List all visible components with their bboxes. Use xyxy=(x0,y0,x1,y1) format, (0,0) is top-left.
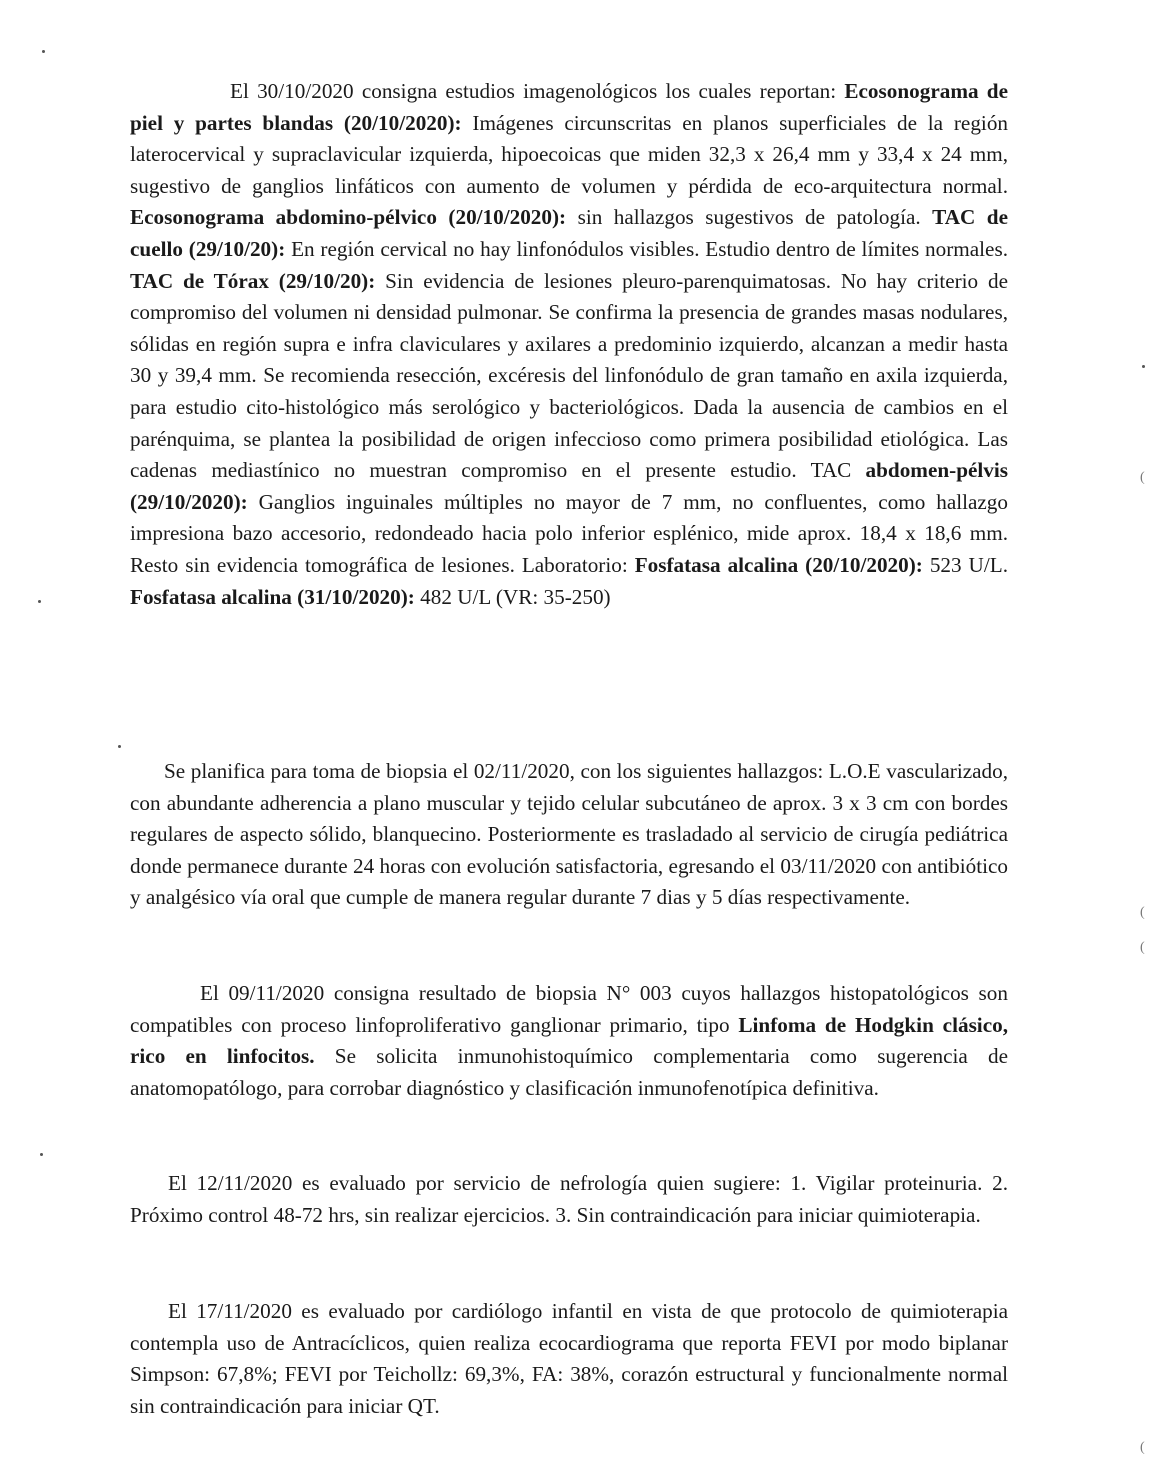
paragraph-biopsy-planning xyxy=(130,756,1008,914)
bold-text-segment: Fosfatasa alcalina (20/10/2020): xyxy=(634,552,923,577)
bold-text-segment: abdomen-pélvis (29/10/2020): xyxy=(130,458,1008,514)
text-segment: sin hallazgos sugestivos de patología. xyxy=(566,205,933,230)
scan-speck xyxy=(40,1153,43,1156)
text-segment: Ganglios inguinales múltiples no mayor de 7 mm, no confluentes, como hallazgo impresiona bazo accesorio, redondeado hacia polo inferior esplénico, mide aprox. 18,4 x 18,6 mm. Resto sin evidencia tomográfica de lesiones. Laboratorio: xyxy=(130,489,1008,577)
bold-text-segment: Ecosonograma de piel y partes blandas (20/10/2020): xyxy=(130,79,1008,135)
text-segment: Imágenes circunscritas en planos superficiales de la región laterocervical y supraclavicular izquierda, hipoecoicas que miden 32,3 x 26,4 mm y 33,4 x 24 mm, sugestivo de ganglios linfáticos con aumento de volumen y pérdida de eco-arquitectura normal. xyxy=(130,110,1009,198)
bold-text-segment: TAC de cuello (29/10/20): xyxy=(130,205,1008,261)
text-segment: Se solicita inmunohistoquímico complementaria como sugerencia de anatomopatólogo, para corrobar diagnóstico y clasificación inmunofenotípica definitiva. xyxy=(130,1044,1008,1100)
bold-text-segment: Linfoma de Hodgkin clásico, rico en linfocitos. xyxy=(130,1012,1008,1069)
bold-text-segment: Ecosonograma abdomino-pélvico (20/10/2020): xyxy=(130,205,567,230)
text-segment: El 12/11/2020 es evaluado por servicio de nefrología quien sugiere: 1. Vigilar proteinuria. 2. Próximo control 48-72 hrs, sin realizar ejercicios. 3. Sin contraindicación para iniciar quimioterapia. xyxy=(130,1171,1008,1227)
text-segment: Sin evidencia de lesiones pleuro-parenquimatosas. No hay criterio de compromiso del volumen ni densidad pulmonar. Se confirma la presencia de grandes masas nodulares, sólidas en región supra e infra claviculares y axilares a predominio izquierdo, alcanzan a medir hasta 30 y 39,4 mm. Se recomienda resección, excéresis del linfonódulo de gran tamaño en axila izquierda, para estudio cito-histológico más serológico y bacteriológicos. Dada la ausencia de cambios en el parénquima, se plantea la posibilidad de origen infeccioso como primera posibilidad etiológica. Las cadenas mediastínico no muestran compromiso en el presente estudio. TAC xyxy=(130,268,1008,483)
scan-speck xyxy=(38,600,41,603)
scan-speck xyxy=(118,745,121,748)
paragraph-imaging-studies xyxy=(130,76,1008,613)
bold-text-segment: Fosfatasa alcalina (31/10/2020): xyxy=(130,584,415,609)
scan-speck xyxy=(1142,365,1145,368)
text-segment: El 09/11/2020 consigna resultado de biopsia N° 003 cuyos hallazgos histopatológicos son compatibles con proceso linfoproliferativo ganglionar primario, tipo xyxy=(130,981,1008,1037)
scan-speck xyxy=(42,50,45,53)
paragraph-cardiology xyxy=(130,1296,1008,1422)
text-segment: En región cervical no hay linfonódulos visibles. Estudio dentro de límites normales. xyxy=(285,236,1008,261)
paragraph-biopsy-result xyxy=(130,978,1008,1104)
text-segment: El 30/10/2020 consigna estudios imagenológicos los cuales reportan: xyxy=(230,79,845,103)
paragraph-nephrology xyxy=(130,1168,1008,1231)
scan-mark: ( xyxy=(1140,905,1145,920)
bold-text-segment: TAC de Tórax (29/10/20): xyxy=(130,268,376,293)
scan-mark: ( xyxy=(1140,940,1145,955)
scan-mark: ( xyxy=(1140,1440,1145,1455)
scan-mark: ( xyxy=(1140,470,1145,485)
text-segment: El 17/11/2020 es evaluado por cardiólogo infantil en vista de que protocolo de quimioterapia contempla uso de Antracíclicos, quien realiza ecocardiograma que reporta FEVI por modo biplanar Simpson: 67,8%; FEVI por Teichollz: 69,3%, FA: 38%, corazón estructural y funcionalmente normal sin contraindicación para iniciar QT. xyxy=(130,1299,1008,1418)
text-segment: 523 U/L. xyxy=(922,552,1008,577)
text-segment: Se planifica para toma de biopsia el 02/11/2020, con los siguientes hallazgos: L.O.E vascularizado, con abundante adherencia a plano muscular y tejido celular subcutáneo de aprox. 3 x 3 cm con bordes regulares de aspecto sólido, blanquecino. Posteriormente es trasladado al servicio de cirugía pediátrica donde permanece durante 24 horas con evolución satisfactoria, egresando el 03/11/2020 con antibiótico y analgésico vía oral que cumple de manera regular durante 7 dias y 5 días respectivamente. xyxy=(130,759,1008,910)
text-segment: 482 U/L (VR: 35-250) xyxy=(414,584,611,609)
